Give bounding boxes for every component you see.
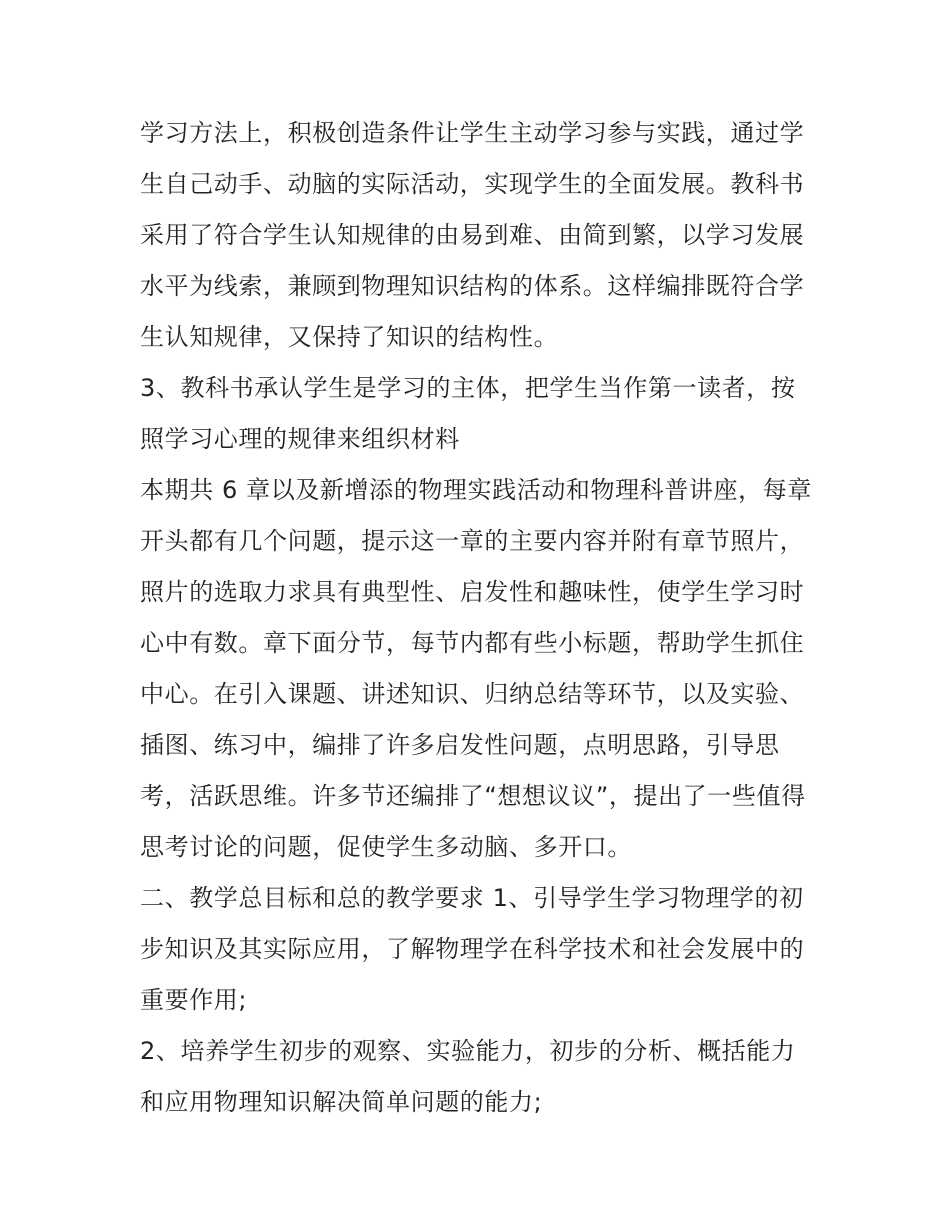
text-line: 本期共 6 章以及新增添的物理实践活动和物理科普讲座，每章 [140,476,812,504]
paragraph-chapter-structure [140,465,812,873]
text-line: 采用了符合学生认知规律的由易到难、由简到繁，以学习发展 [140,221,805,249]
text-line: 重要作用; [140,986,248,1014]
paragraph-goal-2 [140,1026,812,1128]
text-line: 照片的选取力求具有典型性、启发性和趣味性，使学生学习时 [140,578,805,606]
text-line: 生认知规律，又保持了知识的结构性。 [140,323,559,351]
text-line: 2、培养学生初步的观察、实验能力，初步的分析、概括能力 [140,1037,796,1065]
text-line: 水平为线索，兼顾到物理知识结构的体系。这样编排既符合学 [140,272,805,300]
text-line: 心中有数。章下面分节，每节内都有些小标题，帮助学生抓住 [140,629,805,657]
text-line: 思考讨论的问题，促使学生多动脑、多开口。 [140,833,632,861]
paragraph-teaching-approach [140,108,812,363]
text-line: 3、教科书承认学生是学习的主体，把学生当作第一读者，按 [140,374,796,402]
text-line: 考，活跃思维。许多节还编排了“想想议议”，提出了一些值得 [140,782,806,810]
text-line: 生自己动手、动脑的实际活动，实现学生的全面发展。教科书 [140,170,805,198]
text-line: 开头都有几个问题，提示这一章的主要内容并附有章节照片， [140,527,805,555]
document-body [140,108,812,1128]
text-line: 步知识及其实际应用，了解物理学在科学技术和社会发展中的 [140,935,805,963]
text-line: 学习方法上，积极创造条件让学生主动学习参与实践，通过学 [140,119,805,147]
text-line: 二、教学总目标和总的教学要求 1、引导学生学习物理学的初 [140,884,804,912]
text-line: 照学习心理的规律来组织材料 [140,425,460,453]
paragraph-point-3 [140,363,812,465]
paragraph-section-two-goals [140,873,812,1026]
text-line: 和应用物理知识解决简单问题的能力; [140,1088,543,1116]
text-line: 中心。在引入课题、讲述知识、归纳总结等环节，以及实验、 [140,680,805,708]
text-line: 插图、练习中，编排了许多启发性问题，点明思路，引导思 [140,731,780,759]
